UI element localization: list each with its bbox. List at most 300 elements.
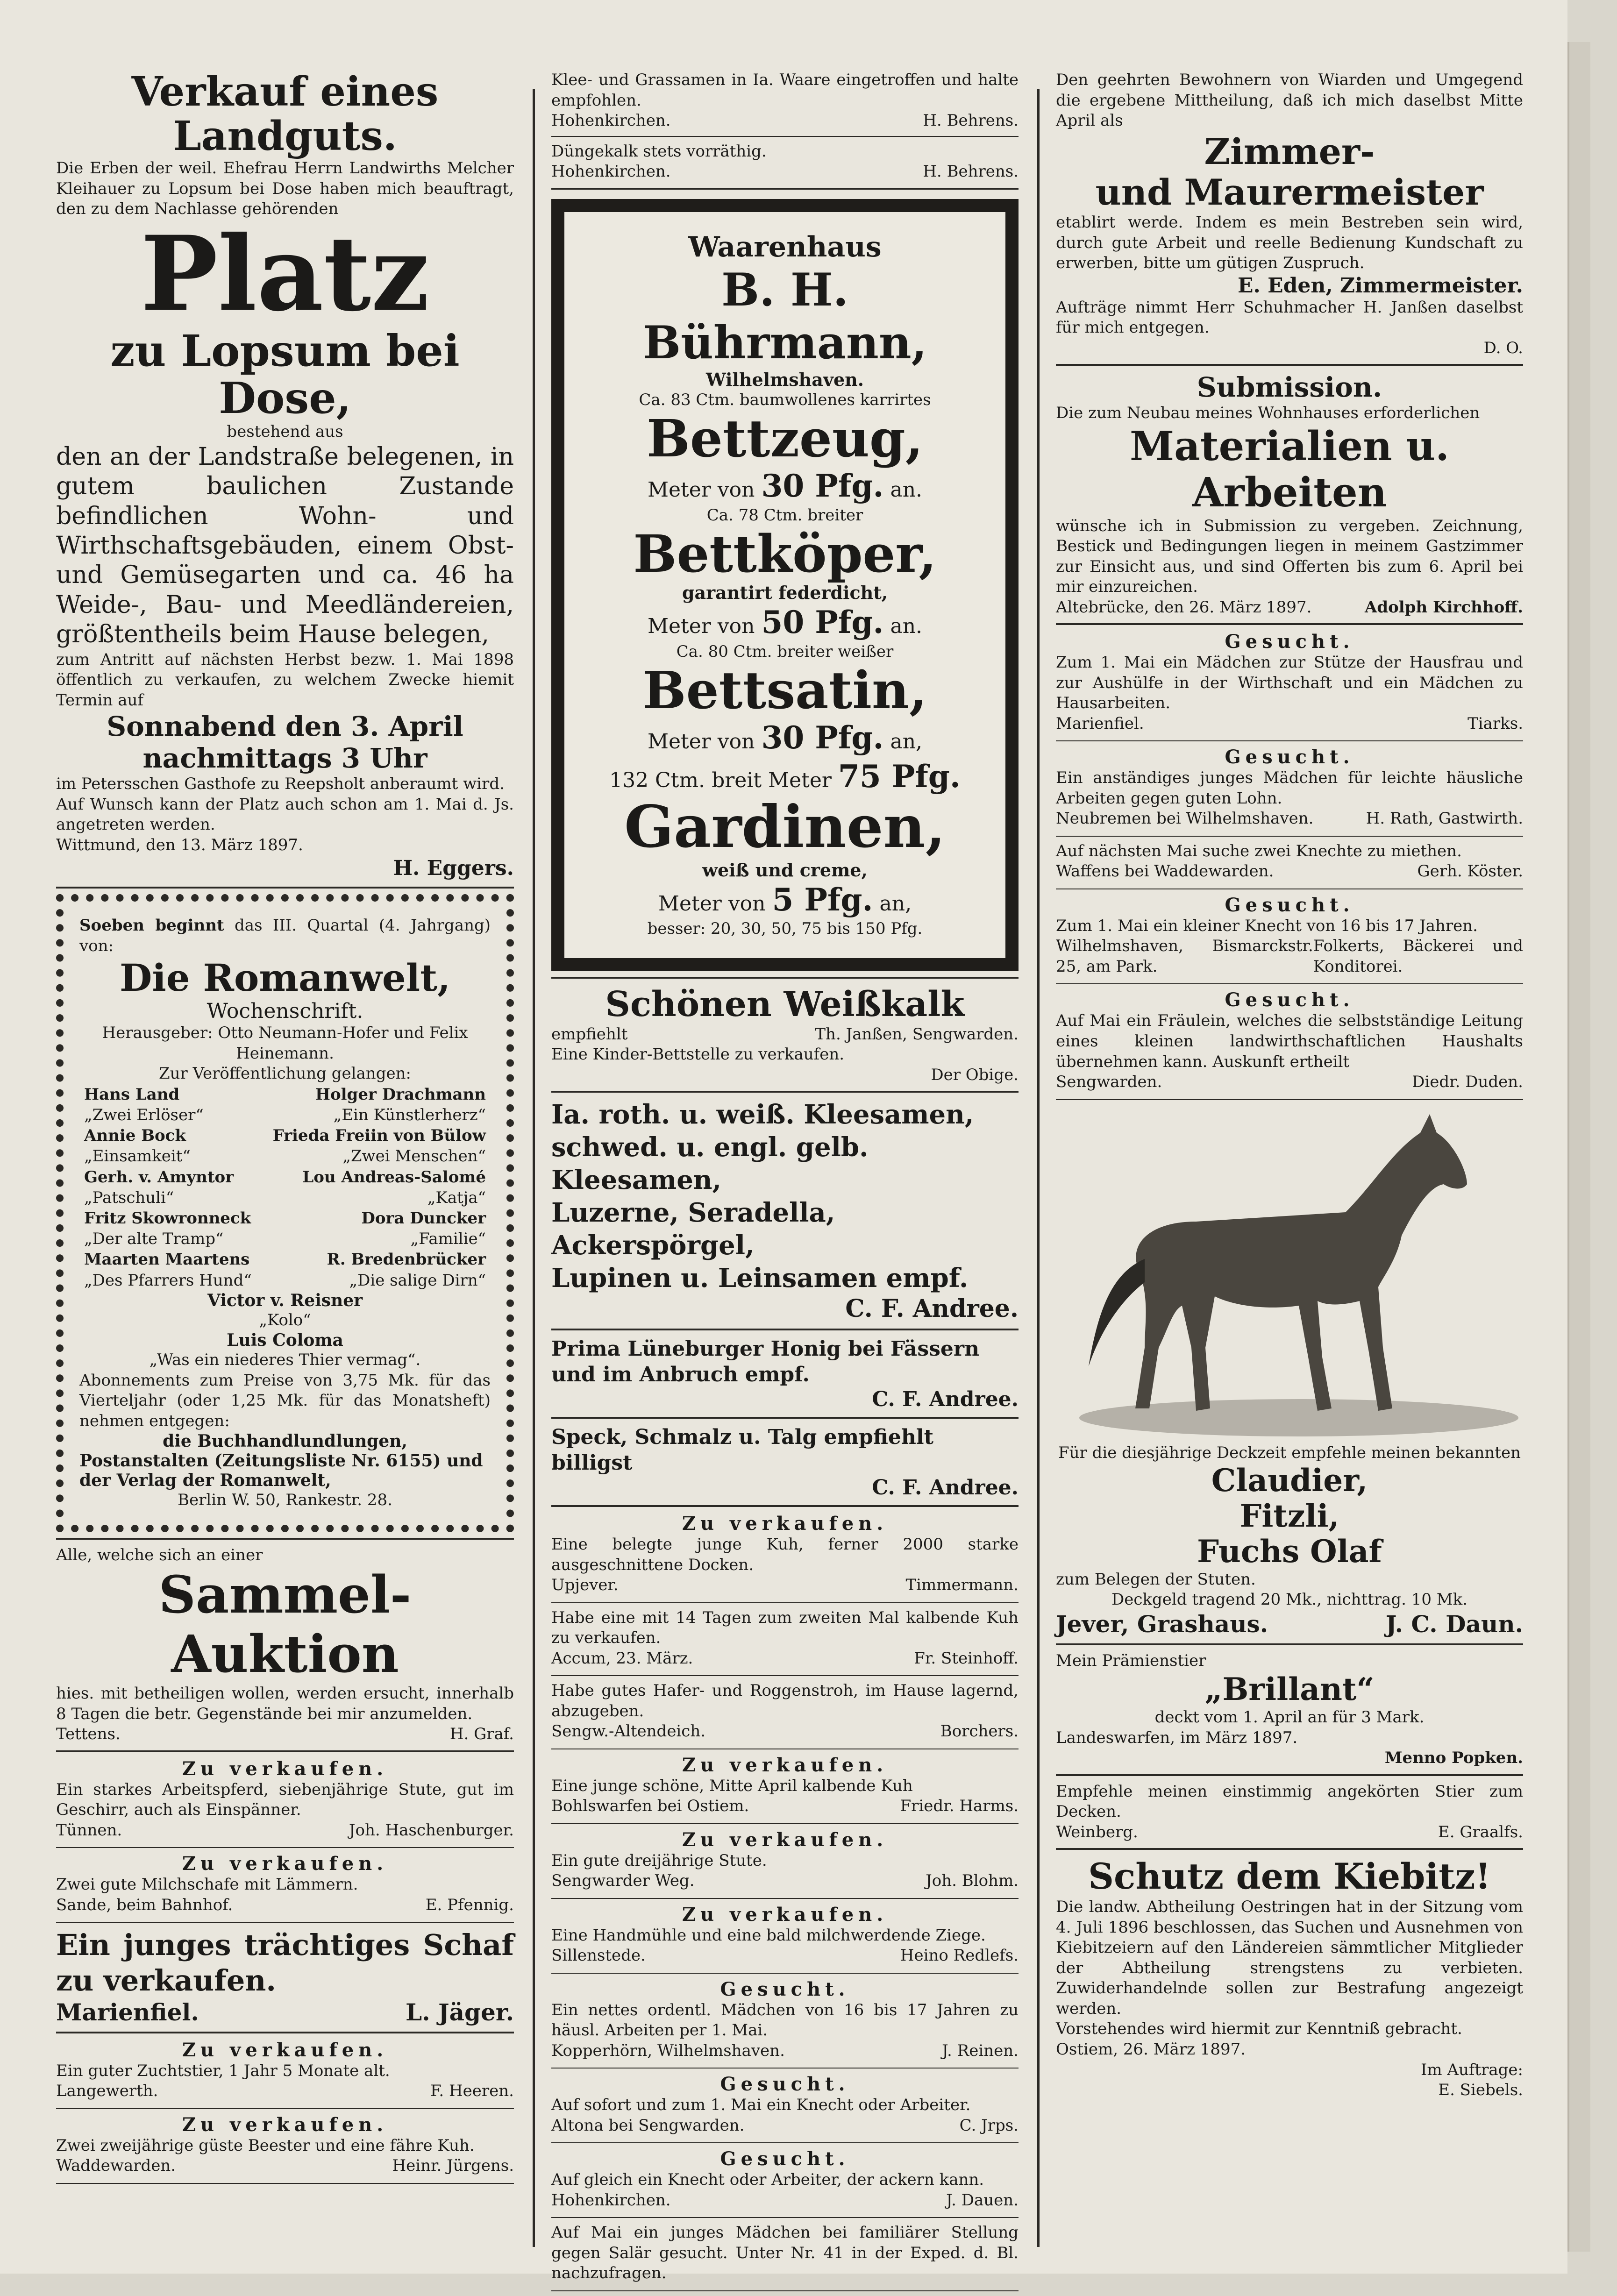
romanwelt-work-row (79, 1167, 491, 1187)
divider (56, 887, 514, 889)
ad-place: Wilhelmshaven, Bismarckstr. 25, am Park. (1056, 937, 1313, 976)
ad-sign: E. Pfennig. (425, 1895, 514, 1914)
wh-pr1c: an. (890, 478, 923, 502)
romanwelt-work: „Zwei Erlöser“ (84, 1106, 204, 1125)
ad-head: Zu verkaufen. (182, 1853, 388, 1875)
ad-footer (551, 1796, 1019, 1817)
wh-l4a: 132 Ctm. breit Meter (609, 768, 832, 792)
ad-body: Zum 1. Mai ein Mädchen zur Stütze der Hausfrau und zur Aushülfe in der Wirthschaft und ein Mädchen zu Hausarbeiten. (1056, 653, 1523, 713)
divider (551, 1091, 1019, 1093)
ad-place: Sillenstede. (551, 1946, 646, 1965)
ad-footer (1056, 1072, 1523, 1093)
ad-sign: Diedr. Duden. (1412, 1073, 1523, 1092)
ad-romanwelt (56, 894, 514, 1532)
ad-footer (551, 1871, 1019, 1891)
landgut-title: Verkauf eines Landguts. (131, 68, 439, 160)
ad-body: Auf nächsten Mai suche zwei Knechte zu miethen. (1056, 841, 1462, 860)
ad-sign: Heino Redlefs. (900, 1946, 1019, 1965)
wh-l2b: garantirt federdicht, (682, 582, 888, 604)
wh-p1: Bettzeug, (646, 408, 924, 469)
column-1 (56, 70, 514, 2189)
ad-sammel (56, 1545, 514, 1745)
ad-head: Gesucht. (720, 2073, 850, 2096)
divider (56, 1538, 514, 1540)
landgut-place: zu Lopsum bei Dose, (110, 325, 460, 423)
romanwelt-sub: Wochenschrift. (207, 999, 363, 1024)
ad-sign: J. Dauen. (946, 2190, 1019, 2210)
wh-city: Wilhelmshaven. (705, 369, 864, 390)
duenge-body: Düngekalk stets vorräthig. (551, 142, 767, 161)
landgut-term: zum Antritt auf nächsten Herbst bezw. 1. Mai 1898 öffentlich zu verkaufen, zu welchem Zwecke hiemit Termin auf (56, 650, 514, 710)
divider (551, 1898, 1019, 1899)
romanwelt-sellers2: Postanstalten (Zeitungsliste Nr. 6155) und der Verlag der Romanwelt, (79, 1451, 483, 1491)
landgut-where: im Petersschen Gasthofe zu Reepsholt anberaumt wird. (56, 775, 505, 794)
ad-sign: Joh. Haschenburger. (349, 1820, 514, 1840)
sammel-title: Sammel-Auktion (158, 1564, 412, 1684)
submission-sign: Adolph Kirchhoff. (1364, 597, 1523, 617)
ad-footer (56, 2156, 514, 2176)
stier-sign: E. Graalfs. (1438, 1822, 1523, 1841)
landgut-body: den an der Landstraße belegenen, in gutem baulichen Zustande befindlichen Wohn- und Wirthschaftsgebäuden, einem Obst- und Gemüsegarten und ca. 46 ha Weide-, Bau- und Meedländereien, größtentheils beim Hause belegen, (56, 442, 514, 649)
brillant-place: Landeswarfen, im März 1897. (1056, 1728, 1298, 1747)
klee2-sign: C. F. Andree. (845, 1294, 1019, 1323)
romanwelt-work: „Die salige Dirn“ (349, 1271, 486, 1290)
ad-place: Tünnen. (56, 1820, 122, 1840)
ad-body: Habe gutes Hafer- und Roggenstroh, im Hause lagernd, abzugeben. (551, 1681, 1019, 1720)
ad-honig (551, 1336, 1019, 1411)
col3-ads (1056, 631, 1523, 1100)
classified-ad (1056, 746, 1523, 829)
wh-l6: besser: 20, 30, 50, 75 bis 150 Pfg. (647, 919, 923, 938)
romanwelt-sellers1: die Buchhandlundlungen, (163, 1431, 407, 1451)
divider (1056, 364, 1523, 366)
divider (551, 2217, 1019, 2218)
submission-place: Altebrücke, den 26. März 1897. (1056, 597, 1312, 617)
hengst-sign: J. C. Daun. (1385, 1610, 1523, 1638)
divider (1056, 1643, 1523, 1645)
klee1-body: Klee- und Grassamen in Ia. Waare eingetroffen und halte empfohlen. (551, 71, 1019, 110)
ad-sign: Gerh. Köster. (1417, 862, 1523, 881)
wh-pr3a: Meter von (647, 730, 755, 754)
wh-pr5b: 5 Pfg. (772, 881, 873, 918)
divider (551, 1675, 1019, 1676)
classified-ad (56, 2114, 514, 2176)
klee2-l1: Ia. roth. u. weiß. Kleesamen, (551, 1099, 974, 1130)
divider (1056, 1848, 1523, 1850)
romanwelt-w1: Victor v. Reisner (207, 1290, 363, 1310)
divider (1056, 836, 1523, 837)
ad-footer (56, 1895, 514, 1916)
kiebitz-place: Ostiem, 26. März 1897. (1056, 2040, 1246, 2059)
column-rule-2 (1037, 89, 1040, 2247)
romanwelt-work: Gerh. v. Amyntor (84, 1167, 234, 1187)
romanwelt-work-row (79, 1187, 491, 1208)
classified-ad (1056, 631, 1523, 734)
divider (551, 2290, 1019, 2291)
romanwelt-work: „Katja“ (427, 1188, 486, 1207)
ad-sign: Borchers. (940, 1722, 1019, 1741)
ad-landgut (56, 70, 514, 881)
divider (56, 2108, 514, 2109)
klee1-sign: H. Behrens. (923, 111, 1019, 130)
hengst-l2: Deckgeld tragend 20 Mk., nichttrag. 10 Mk. (1111, 1590, 1468, 1609)
divider (56, 1750, 514, 1752)
ad-body: Auf Mai ein junges Mädchen bei familiärer Stellung gegen Salär gesucht. Unter Nr. 41 in der Exped. d. Bl. nachzufragen. (551, 2223, 1019, 2283)
zimmer-note: Aufträge nimmt Herr Schuhmacher H. Janßen daselbst für mich entgegen. (1056, 298, 1523, 337)
kiebitz-title: Schutz dem Kiebitz! (1088, 1855, 1491, 1898)
ad-sign: Timmermann. (905, 1576, 1019, 1595)
romanwelt-work-row (79, 1125, 491, 1146)
ad-klee2 (551, 1098, 1019, 1323)
schaf-sign: L. Jäger. (406, 1998, 514, 2026)
landgut-date2: nachmittags 3 Uhr (142, 742, 427, 775)
col1-ads (56, 1758, 514, 1923)
ad-place: Marienfiel. (1056, 714, 1144, 733)
column-rule-1 (533, 89, 535, 2247)
ad-place: Waffens bei Waddewarden. (1056, 862, 1274, 881)
classified-ad (56, 2039, 514, 2102)
classified-ad (1056, 989, 1523, 1092)
hengst-intro: Für die diesjährige Deckzeit empfehle meinen bekannten (1058, 1443, 1521, 1462)
romanwelt-w2: Luis Coloma (227, 1330, 343, 1351)
honig-body: Prima Lüneburger Honig bei Fässern und im Anbruch empf. (551, 1337, 980, 1387)
ad-place: Upjever. (551, 1576, 619, 1595)
romanwelt-work: Frieda Freiin von Bülow (272, 1126, 486, 1145)
ad-place: Hohenkirchen. (551, 2190, 671, 2210)
klee2-l2: schwed. u. engl. gelb. Kleesamen, (551, 1132, 869, 1196)
ad-place: Sengwarden. (1056, 1073, 1162, 1092)
honig-sign: C. F. Andree. (872, 1387, 1019, 1412)
ad-sign: F. Heeren. (430, 2082, 514, 2101)
klee2-l3: Luzerne, Seradella, Ackerspörgel, (551, 1197, 835, 1261)
romanwelt-work: „Patschuli“ (84, 1188, 174, 1207)
speck-sign: C. F. Andree. (872, 1476, 1019, 1500)
romanwelt-intro2: das III. Quartal (4. Jahrgang) von: (79, 916, 491, 955)
col2-ads (551, 1513, 1019, 2291)
ad-head: Gesucht. (720, 1978, 850, 2000)
ad-hengst (1056, 1105, 1523, 1638)
ad-place: Kopperhörn, Wilhelmshaven. (551, 2041, 785, 2060)
romanwelt-addr: Berlin W. 50, Rankestr. 28. (178, 1491, 392, 1510)
romanwelt-work: Hans Land (84, 1085, 180, 1104)
weisskalk-l2: Eine Kinder-Bettstelle zu verkaufen. (551, 1045, 845, 1064)
ad-sign: C. Jrps. (959, 2116, 1019, 2135)
romanwelt-work: „Familie“ (410, 1230, 486, 1249)
klee1-place: Hohenkirchen. (551, 111, 671, 130)
divider (551, 2068, 1019, 2069)
wh-l1: Ca. 83 Ctm. baumwollenes karrirtes (639, 390, 931, 409)
column-2 (551, 70, 1019, 2296)
romanwelt-work: „Des Pfarrers Hund“ (84, 1271, 252, 1290)
classified-ad (551, 2073, 1019, 2136)
romanwelt-work-row (79, 1270, 491, 1291)
ad-footer (551, 1649, 1019, 1669)
ad-place: Bohlswarfen bei Ostiem. (551, 1797, 749, 1816)
ad-head: Gesucht. (1225, 746, 1354, 768)
divider (1056, 740, 1523, 741)
romanwelt-lead: Zur Veröffentlichung gelangen: (159, 1064, 411, 1083)
brillant-body: deckt vom 1. April an für 3 Mark. (1154, 1708, 1425, 1727)
divider (551, 1973, 1019, 1974)
landgut-bestehend: bestehend aus (227, 422, 343, 441)
ad-footer (1056, 809, 1523, 829)
schaf-place: Marienfiel. (56, 1998, 199, 2026)
ad-sign: Heinr. Jürgens. (392, 2156, 514, 2175)
wh-pr2b: 50 Pfg. (761, 604, 884, 641)
weisskalk-l1b: Th. Janßen, Sengwarden. (815, 1024, 1019, 1044)
divider (56, 1847, 514, 1848)
zimmer-t2: und Maurermeister (1095, 171, 1484, 213)
romanwelt-work: Lou Andreas-Salomé (302, 1167, 486, 1187)
divider (56, 2032, 514, 2033)
ad-sign: Folkerts, Bäckerei und Konditorei. (1313, 937, 1523, 976)
ad-head: Zu verkaufen. (682, 1903, 888, 1926)
divider (551, 136, 1019, 137)
schaf-body: Ein junges trächtiges Schaf zu verkaufen. (56, 1928, 514, 1998)
ad-sign: J. Reinen. (942, 2041, 1019, 2060)
divider (551, 1602, 1019, 1603)
ad-footer (551, 1946, 1019, 1966)
kiebitz-body2: Vorstehendes wird hiermit zur Kenntniß gebracht. (1056, 2019, 1462, 2039)
ad-head: Zu verkaufen. (682, 1754, 888, 1776)
ad-waarenhaus (551, 199, 1019, 971)
ad-footer (56, 1820, 514, 1841)
classified-ad (551, 2223, 1019, 2284)
romanwelt-work-row (79, 1105, 491, 1125)
romanwelt-w2t: „Was ein niederes Thier vermag“. (149, 1351, 421, 1370)
ad-body: Ein guter Zuchtstier, 1 Jahr 5 Monate alt. (56, 2061, 390, 2080)
ad-head: Gesucht. (720, 2148, 850, 2170)
classified-ad (56, 1853, 514, 1915)
ad-body: Ein nettes ordentl. Mädchen von 16 bis 17 Jahren zu häusl. Arbeiten per 1. Mai. (551, 2000, 1019, 2040)
wh-pr2a: Meter von (647, 614, 755, 639)
romanwelt-work-row (79, 1208, 491, 1229)
divider (551, 977, 1019, 979)
wh-name: B. H. Bührmann, (642, 263, 927, 369)
divider (1056, 1774, 1523, 1776)
classified-ad (551, 1681, 1019, 1742)
divider (1056, 1099, 1523, 1100)
ad-head: Zu verkaufen. (682, 1828, 888, 1851)
brillant-name: „Brillant“ (1204, 1671, 1375, 1708)
wh-pr1a: Meter von (647, 478, 755, 502)
romanwelt-work: Fritz Skowronneck (84, 1209, 251, 1228)
ad-body: Eine junge schöne, Mitte April kalbende Kuh (551, 1776, 913, 1795)
romanwelt-work-row (79, 1229, 491, 1249)
kiebitz-sign: E. Siebels. (1438, 2081, 1523, 2100)
ad-footer (1056, 861, 1523, 882)
classified-ad (551, 1829, 1019, 1891)
weisskalk-sign: Der Obige. (931, 1065, 1019, 1084)
column-3 (1056, 70, 1523, 2101)
ad-footer (551, 1575, 1019, 1596)
col1-ads-2 (56, 2039, 514, 2184)
brillant-sign: Menno Popken. (1384, 1749, 1523, 1768)
wh-l2: Ca. 78 Ctm. breiter (706, 505, 863, 525)
wh-pr5c: an, (879, 891, 912, 916)
ad-place: Sengwarder Weg. (551, 1871, 695, 1891)
kiebitz-body: Die landw. Abtheilung Oestringen hat in der Sitzung vom 4. Juli 1896 beschlossen, das Suchen und Ausnehmen von Kiebitzeiern auf den Ländereien sämmtlicher Mitglieder der Abtheilung strengstens zu verbieten. Zuwiderhandelnde sollen zur Bestrafung angezeigt werden. (1056, 1898, 1523, 2018)
ad-body: Eine belegte junge Kuh, ferner 2000 starke ausgeschnittene Docken. (551, 1535, 1019, 1574)
wh-pr2c: an. (890, 614, 923, 639)
romanwelt-w1t: „Kolo“ (259, 1310, 311, 1329)
zimmer-body: etablirt werde. Indem es mein Bestreben sein wird, durch gute Arbeit und reelle Bedienung Kundschaft zu erwerben, bitte um gütigen Zuspruch. (1056, 213, 1523, 273)
romanwelt-title: Die Romanwelt, (120, 956, 450, 1000)
ad-footer (551, 2190, 1019, 2211)
ad-submission (1056, 371, 1523, 618)
zimmer-note-sign: D. O. (1483, 338, 1523, 357)
romanwelt-work: Maarten Maartens (84, 1250, 250, 1269)
romanwelt-work: „Ein Künstlerherz“ (333, 1106, 486, 1125)
ad-footer (551, 1721, 1019, 1742)
divider (551, 1329, 1019, 1330)
wh-p4: Gardinen, (624, 793, 946, 861)
ad-body: Zwei gute Milchschafe mit Lämmern. (56, 1875, 358, 1894)
divider (551, 1505, 1019, 1507)
classified-ad (551, 1978, 1019, 2061)
duenge-sign: H. Behrens. (923, 162, 1019, 181)
sammel-body: hies. mit betheiligen wollen, werden ersucht, innerhalb 8 Tagen die betr. Gegenstände bei mir anzumelden. (56, 1684, 514, 1723)
brillant-intro: Mein Prämienstier (1056, 1651, 1206, 1670)
ad-sign: H. Rath, Gastwirth. (1366, 809, 1523, 828)
ad-head: Zu verkaufen. (682, 1513, 888, 1535)
ad-body: Auf Mai ein Fräulein, welches die selbstständige Leitung eines kleinen landwirthschaftlichen Haushalts übernehmen kann. Auskunft ertheilt (1056, 1011, 1523, 1071)
ad-body: Auf gleich ein Knecht oder Arbeiter, der ackern kann. (551, 2170, 984, 2189)
romanwelt-abo: Abonnements zum Preise von 3,75 Mk. für das Vierteljahr (oder 1,25 Mk. für das Monatsheft) nehmen entgegen: (79, 1371, 491, 1430)
divider (551, 1823, 1019, 1824)
classified-ad (56, 1758, 514, 1841)
weisskalk-title: Schönen Weißkalk (605, 984, 965, 1024)
speck-body: Speck, Schmalz u. Talg empfiehlt billigst (551, 1425, 933, 1475)
duenge-place: Hohenkirchen. (551, 162, 671, 181)
page-edge (1567, 42, 1590, 2252)
divider (56, 1922, 514, 1923)
classified-ad (1056, 841, 1523, 882)
submission-intro: Die zum Neubau meines Wohnhauses erforderlichen (1056, 404, 1480, 423)
submission-title: Submission. (1197, 371, 1382, 404)
ad-body: Ein gute dreijährige Stute. (551, 1851, 767, 1870)
ad-speck (551, 1424, 1019, 1500)
romanwelt-work: „Der alte Tramp“ (84, 1230, 224, 1249)
romanwelt-work: „Zwei Menschen“ (342, 1147, 486, 1166)
ad-zimmermeister (1056, 70, 1523, 358)
hengst-l1: zum Belegen der Stuten. (1056, 1570, 1256, 1589)
ad-head: Gesucht. (1225, 989, 1354, 1011)
divider (1056, 983, 1523, 984)
landgut-big: Platz (140, 213, 430, 334)
ad-sign: Joh. Blohm. (926, 1871, 1019, 1891)
classified-ad (1056, 894, 1523, 977)
ad-klee1 (551, 70, 1019, 131)
romanwelt-work: Holger Drachmann (315, 1085, 486, 1104)
romanwelt-work-row (79, 1084, 491, 1105)
landgut-date1: Sonnabend den 3. April (107, 711, 463, 743)
sammel-sign: H. Graf. (449, 1725, 514, 1744)
wh-pr3b: 30 Pfg. (761, 719, 884, 756)
ad-sign: Friedr. Harms. (900, 1797, 1019, 1816)
ad-place: Neubremen bei Wilhelmshaven. (1056, 809, 1314, 828)
romanwelt-work: Annie Bock (84, 1126, 186, 1145)
wh-pr5a: Meter von (658, 891, 766, 916)
divider (1056, 623, 1523, 625)
landgut-note: Auf Wunsch kann der Platz auch schon am 1. Mai d. Js. angetreten werden. (56, 795, 514, 834)
divider (551, 1417, 1019, 1419)
ad-body: Habe eine mit 14 Tagen zum zweiten Mal kalbende Kuh zu verkaufen. (551, 1608, 1019, 1648)
ad-place: Sengw.-Altendeich. (551, 1722, 706, 1741)
classified-ad (551, 1904, 1019, 1966)
wh-l5: weiß und creme, (702, 859, 868, 881)
stier-place: Weinberg. (1056, 1822, 1138, 1841)
wh-top: Waarenhaus (688, 230, 882, 263)
ad-sign: Tiarks. (1467, 714, 1523, 733)
romanwelt-work-row (79, 1146, 491, 1166)
hengst-place: Jever, Grashaus. (1056, 1610, 1268, 1638)
wh-l4b: 75 Pfg. (838, 758, 961, 795)
ad-brillant (1056, 1651, 1523, 1769)
classified-ad (551, 1608, 1019, 1669)
ad-footer (1056, 714, 1523, 734)
ad-footer (551, 2116, 1019, 2136)
sammel-intro: Alle, welche sich an einer (56, 1545, 263, 1564)
ad-sign: Fr. Steinhoff. (914, 1649, 1019, 1668)
hengst-n1: Claudier, (1211, 1462, 1368, 1499)
ad-body: Zwei zweijährige güste Beester und eine fähre Kuh. (56, 2136, 475, 2155)
romanwelt-work: „Einsamkeit“ (84, 1147, 191, 1166)
ad-footer (1056, 936, 1523, 977)
hengst-n3: Fuchs Olaf (1197, 1533, 1382, 1570)
classified-ad (551, 1513, 1019, 1596)
ad-stier (1056, 1782, 1523, 1843)
wh-p3: Bettsatin, (642, 660, 927, 721)
ad-place: Altona bei Sengwarden. (551, 2116, 745, 2135)
ad-head: Zu verkaufen. (182, 2039, 388, 2061)
landgut-intro: Die Erben der weil. Ehefrau Herrn Landwirths Melcher Kleihauer zu Lopsum bei Dose haben mich beauftragt, den zu dem Nachlasse gehörenden (56, 159, 514, 219)
wh-p2: Bettköper, (633, 524, 937, 584)
zimmer-sign: E. Eden, Zimmermeister. (1237, 273, 1523, 298)
romanwelt-work: Dora Duncker (361, 1209, 486, 1228)
ad-place: Langewerth. (56, 2082, 158, 2101)
romanwelt-work: R. Bredenbrücker (327, 1250, 486, 1269)
stier-body: Empfehle meinen einstimmig angekörten Stier zum Decken. (1056, 1782, 1523, 1821)
weisskalk-l1a: empfiehlt (551, 1024, 628, 1044)
ad-schaf (56, 1927, 514, 2026)
landgut-sign: H. Eggers. (393, 856, 514, 881)
romanwelt-intro1: Soeben beginnt (79, 916, 224, 935)
ad-body: Zum 1. Mai ein kleiner Knecht von 16 bis 17 Jahren. (1056, 916, 1478, 935)
ad-body: Ein anständiges junges Mädchen für leichte häusliche Arbeiten gegen guten Lohn. (1056, 768, 1523, 808)
ad-footer (551, 2041, 1019, 2061)
ad-weisskalk (551, 984, 1019, 1086)
ad-place: Sande, beim Bahnhof. (56, 1895, 233, 1914)
romanwelt-work-row (79, 1249, 491, 1270)
ad-body: Ein starkes Arbeitspferd, siebenjährige Stute, gut im Geschirr, auch als Einspänner. (56, 1780, 514, 1820)
zimmer-intro: Den geehrten Bewohnern von Wiarden und Umgegend die ergebene Mittheilung, daß ich mich daselbst Mitte April als (1056, 71, 1523, 130)
divider (551, 2142, 1019, 2143)
classified-ad (551, 2148, 1019, 2211)
horse-illustration (1056, 1105, 1523, 1441)
divider (551, 188, 1019, 190)
romanwelt-editors: Herausgeber: Otto Neumann-Hofer und Felix Heinemann. (102, 1024, 468, 1063)
zimmer-t1: Zimmer- (1204, 130, 1375, 172)
ad-footer (56, 2081, 514, 2102)
hengst-n2: Fitzli, (1239, 1497, 1339, 1534)
ad-head: Gesucht. (1225, 894, 1354, 916)
ad-body: Auf sofort und zum 1. Mai ein Knecht oder Arbeiter. (551, 2096, 971, 2115)
ad-head: Gesucht. (1225, 631, 1354, 653)
sammel-place: Tettens. (56, 1725, 121, 1744)
ad-head: Zu verkaufen. (182, 1757, 388, 1780)
wh-pr3c: an, (890, 730, 923, 754)
